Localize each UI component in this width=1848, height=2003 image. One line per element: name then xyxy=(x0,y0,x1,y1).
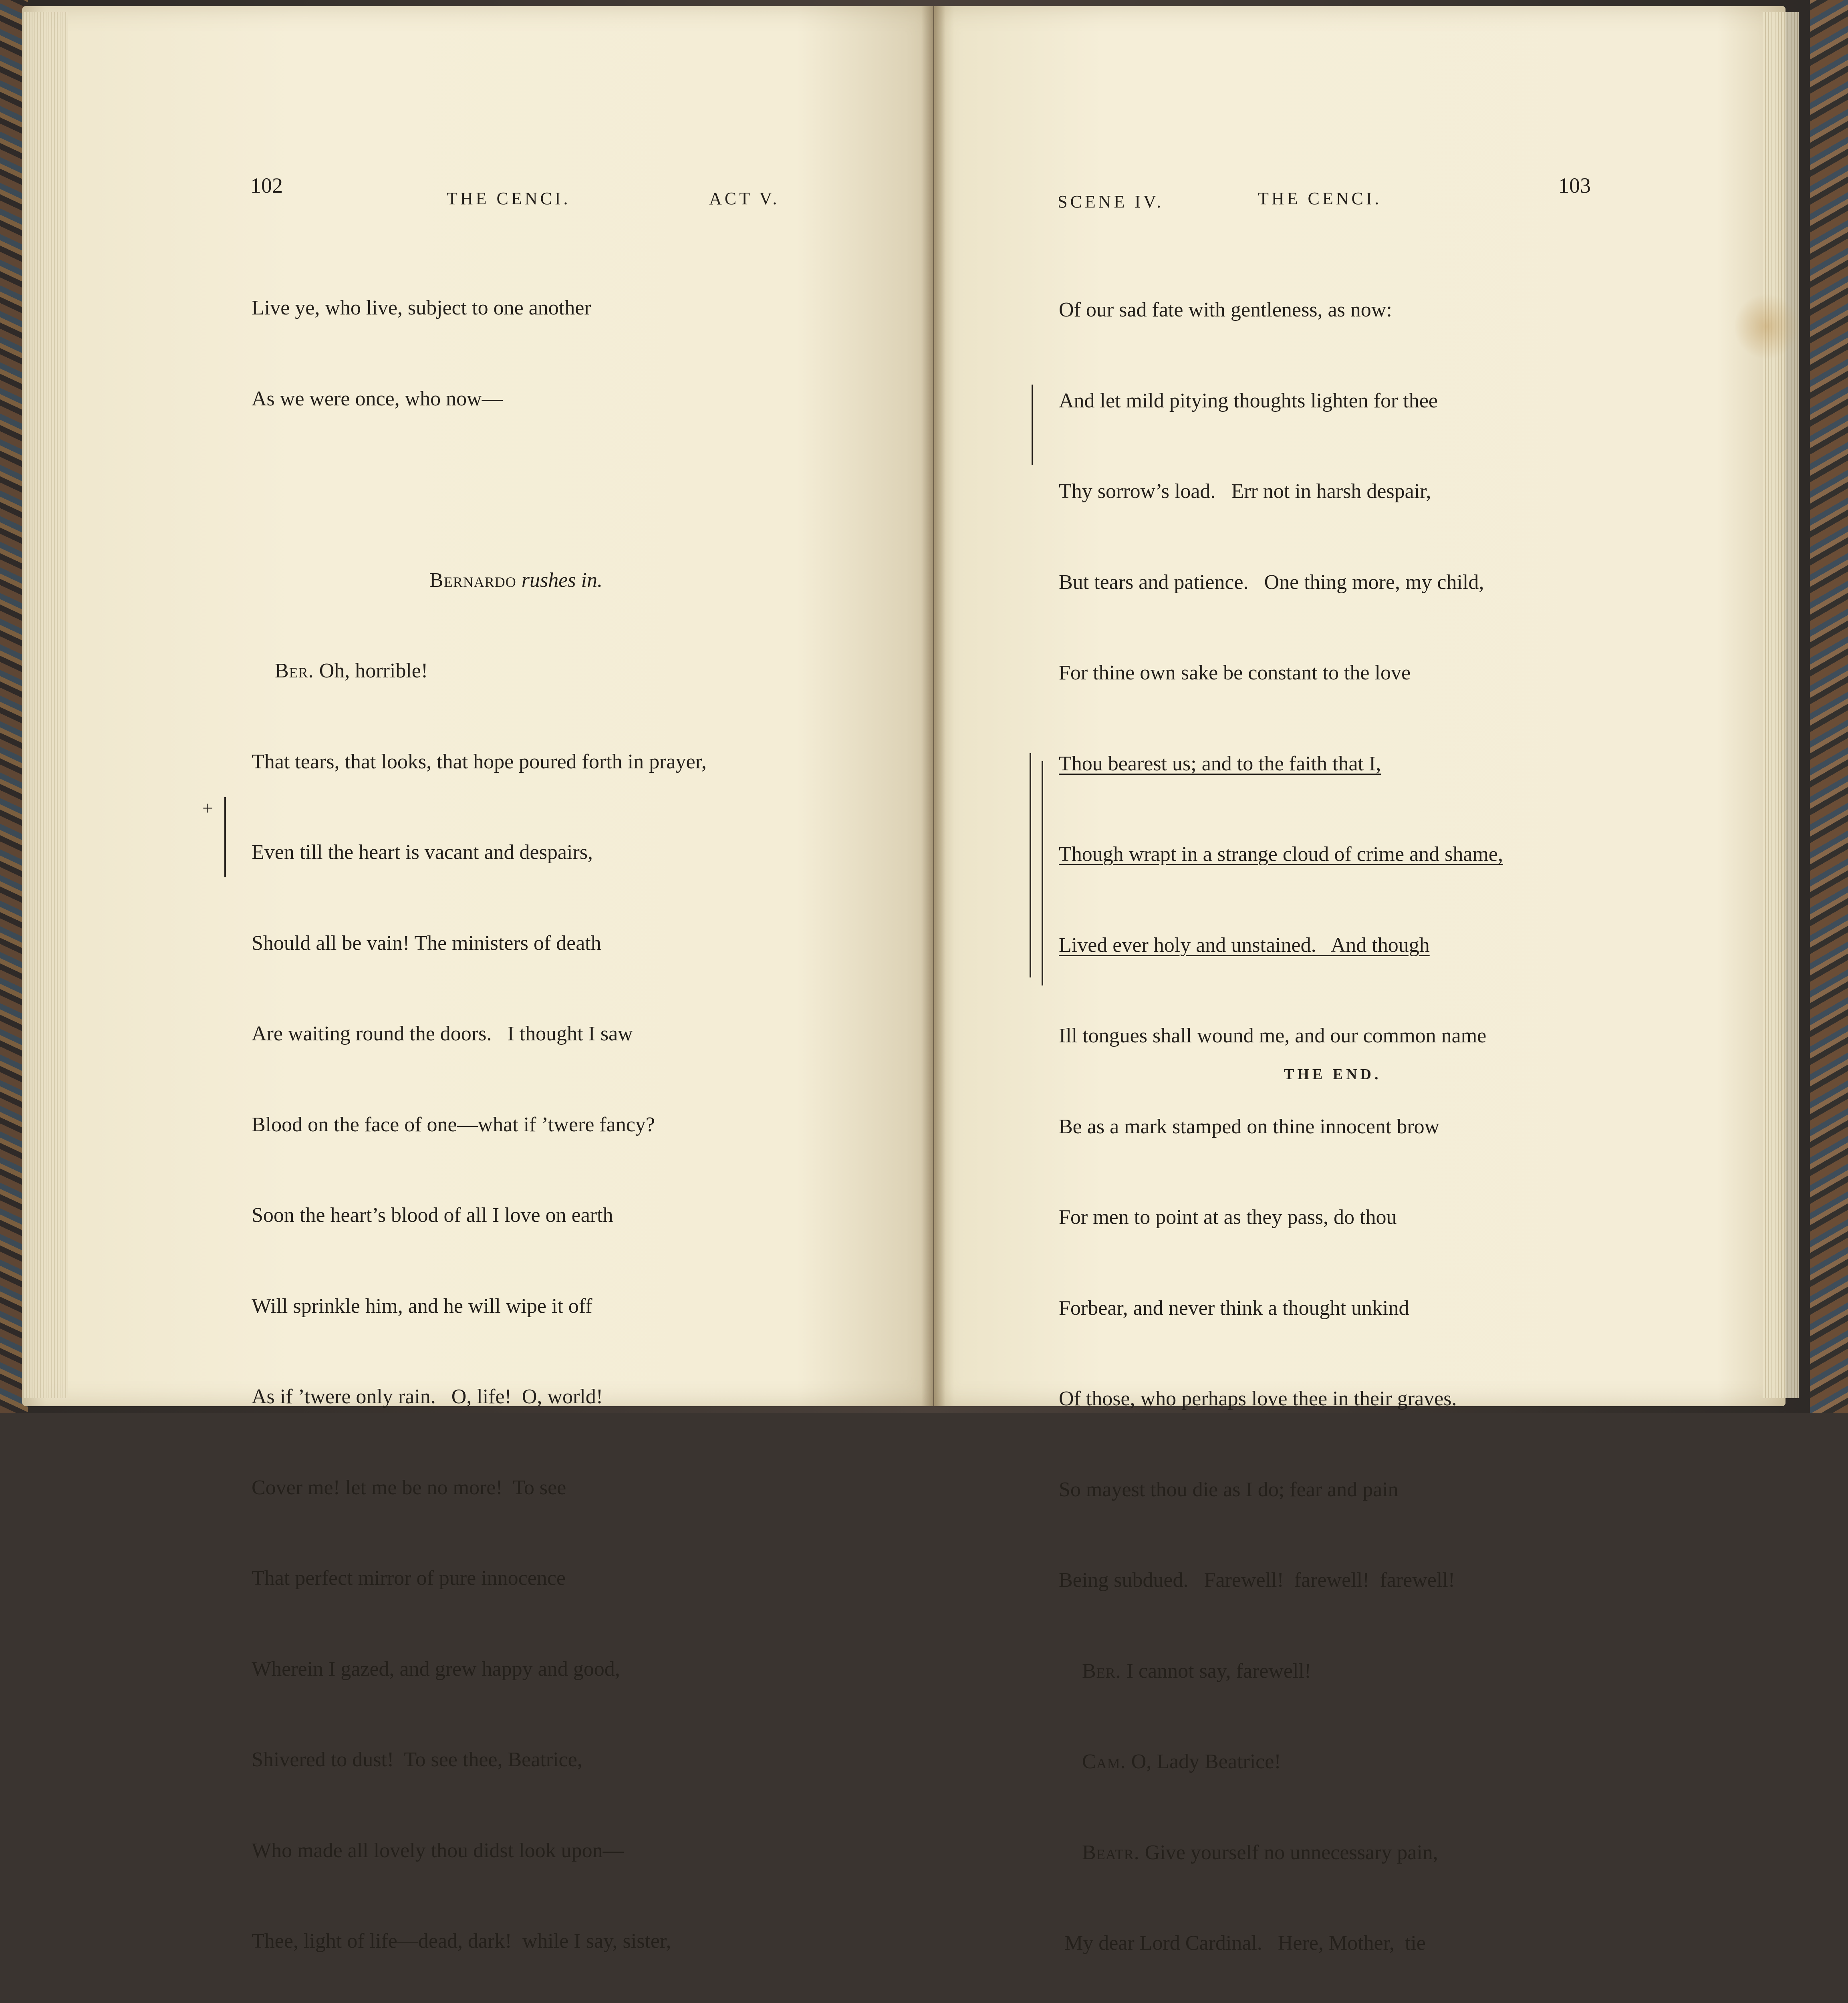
verse-line: As we were once, who now— xyxy=(252,387,503,410)
verse-line: So mayest thou die as I do; fear and pain xyxy=(1059,1478,1399,1501)
verse-line: That perfect mirror of pure innocence xyxy=(252,1567,566,1590)
verse-line: Thee, light of life—dead, dark! while I say, sister, xyxy=(252,1930,671,1953)
running-title-left: THE CENCI. xyxy=(447,189,571,208)
margin-double-line-a xyxy=(1030,753,1031,977)
verse-line: Will sprinkle him, and he will wipe it off xyxy=(252,1294,592,1318)
margin-cross-mark: + xyxy=(202,798,214,819)
verse-line: Thy sorrow’s load. Err not in harsh despair, xyxy=(1059,480,1431,503)
verse-line: Wherein I gazed, and grew happy and good, xyxy=(252,1657,620,1681)
speech-line xyxy=(1059,1838,1612,1868)
verse-line: As if ’twere only rain. O, life! O, world! xyxy=(252,1385,603,1408)
page-number-left: 102 xyxy=(250,173,283,197)
verse-line: Being subdued. Farewell! farewell! farewell! xyxy=(1059,1569,1455,1592)
verse-line: Are waiting round the doors. I thought I saw xyxy=(252,1022,633,1045)
verse-line: For thine own sake be constant to the love xyxy=(1059,661,1411,684)
verse-line: Should all be vain! The ministers of death xyxy=(252,931,601,955)
speech-line xyxy=(1059,1747,1612,1777)
blank-line xyxy=(252,474,804,505)
verse-line: Even till the heart is vacant and despairs, xyxy=(252,841,593,864)
verse-line-underlined: Lived ever holy and unstained. And though xyxy=(1059,933,1430,957)
stage-direction xyxy=(252,565,804,596)
page-edges-right xyxy=(1763,12,1799,1398)
speech-text: Give yourself no unnecessary pain, xyxy=(1139,1841,1438,1864)
running-title-right: THE CENCI. xyxy=(1258,189,1382,208)
speech-text: I cannot say, farewell! xyxy=(1121,1659,1312,1683)
verse-line: Of those, who perhaps love thee in their graves. xyxy=(1059,1387,1457,1410)
marbled-endpaper-right xyxy=(1810,0,1848,1413)
page-number-right: 103 xyxy=(1558,173,1591,197)
margin-double-line-b xyxy=(1042,761,1043,985)
right-header xyxy=(1058,173,1591,212)
verse-line: Of our sad fate with gentleness, as now: xyxy=(1059,298,1392,321)
speaker-name: Ber. xyxy=(1082,1659,1121,1683)
verse-line: That tears, that looks, that hope poured forth in prayer, xyxy=(252,750,707,773)
verse-line: Who made all lovely thou didst look upon— xyxy=(252,1839,624,1862)
speech-line xyxy=(1059,1656,1612,1687)
speech-text: Oh, horrible! xyxy=(314,659,428,682)
right-page-text xyxy=(1059,234,1612,2003)
verse-line-underlined: Though wrapt in a strange cloud of crime and shame, xyxy=(1059,843,1503,866)
verse-line: Cover me! let me be no more! To see xyxy=(252,1476,566,1499)
speaker-name: Bernardo xyxy=(429,568,516,592)
margin-bracket-right-top xyxy=(1032,385,1033,465)
paper-stain xyxy=(1735,292,1799,361)
speaker-name: Beatr. xyxy=(1082,1841,1140,1864)
verse-line: Forbear, and never think a thought unkind xyxy=(1059,1296,1409,1320)
verse-line: Ill tongues shall wound me, and our common name xyxy=(1059,1024,1487,1047)
verse-line: And let mild pitying thoughts lighten for thee xyxy=(1059,389,1438,412)
verse-line: My dear Lord Cardinal. Here, Mother, tie xyxy=(1064,1932,1426,1955)
verse-line: Blood on the face of one—what if ’twere fancy? xyxy=(252,1113,655,1136)
page-edges-left xyxy=(24,12,68,1398)
verse-line: Live ye, who live, subject to one another xyxy=(252,296,591,319)
verse-line-underlined: Thou bearest us; and to the faith that I, xyxy=(1059,752,1381,775)
verse-line: Be as a mark stamped on thine innocent brow xyxy=(1059,1115,1440,1138)
verse-line: But tears and patience. One thing more, my child, xyxy=(1059,570,1484,594)
speaker-name: Ber. xyxy=(275,659,314,682)
speaker-name: Cam. xyxy=(1082,1750,1126,1773)
left-page-text xyxy=(252,232,804,2003)
verse-line: Soon the heart’s blood of all I love on earth xyxy=(252,1204,613,1227)
speech-text: O, Lady Beatrice! xyxy=(1126,1750,1281,1773)
verse-line: For men to point at as they pass, do thou xyxy=(1059,1206,1397,1229)
stage-text: rushes in. xyxy=(516,568,603,592)
act-label: ACT V. xyxy=(709,189,780,208)
scene-label: SCENE IV. xyxy=(1058,192,1164,212)
left-header xyxy=(250,173,799,208)
speech-line xyxy=(252,656,804,686)
margin-bracket-left xyxy=(224,797,226,877)
verse-line: Shivered to dust! To see thee, Beatrice, xyxy=(252,1748,582,1771)
the-end: THE END. xyxy=(1284,1066,1382,1083)
book-gutter xyxy=(921,6,945,1406)
